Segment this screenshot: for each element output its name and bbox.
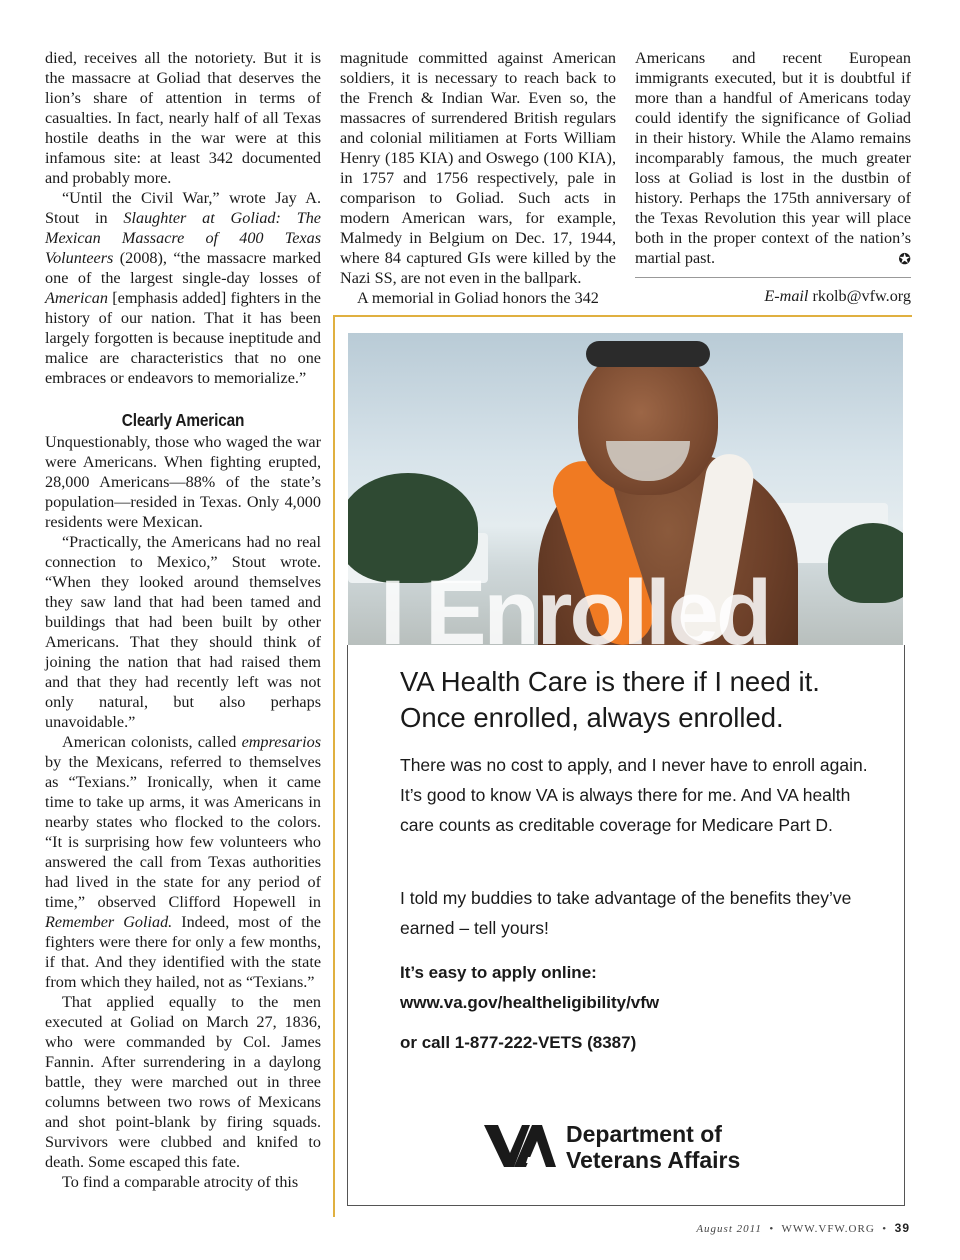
paragraph: A memorial in Goliad honors the 342 xyxy=(357,289,599,307)
ad-phone: or call 1-877-222-VETS (8387) xyxy=(400,1033,637,1052)
page-number: 39 xyxy=(894,1221,910,1235)
paragraph: Americans and recent European immigrants executed, but it is doubtful if more than a handful of Americans today could identify the significance of Goliad in their history. While the Alamo remains incomparably famous, the much greater loss at Goliad is lost in the dustbin of history. Perhaps the 175th anniversary of the Texas Revolution this year will place both in the proper context of the nation’s martial past. ✪ xyxy=(635,49,911,268)
ad-big-word: I Enrolled xyxy=(380,567,770,645)
va-org-name: Department of Veterans Affairs xyxy=(566,1121,741,1173)
ad-headline: VA Health Care is there if I need it. Once enrolled, always enrolled. xyxy=(400,666,820,733)
paragraph: Unquestionably, those who waged the war were Americans. When fighting erupted, 28,000 Americans—88% of the state’s population—resided in Texas. Only 4,000 residents were Mexican. xyxy=(45,433,321,531)
ad-body-paragraph: I told my buddies to take advantage of the benefits they’ve earned – tell yours! xyxy=(400,888,852,938)
book-title: Slaughter at Goliad: The Mexican Massacre of 400 Texas Volunteers xyxy=(45,209,321,267)
end-mark-icon: ✪ xyxy=(898,250,911,268)
ad-apply-link[interactable]: www.va.gov/healtheligibility/vfw xyxy=(400,993,660,1012)
article-column-1 xyxy=(45,48,321,1192)
email-link[interactable]: rkolb@vfw.org xyxy=(812,287,911,305)
paragraph: magnitude committed against American soldiers, it is necessary to reach back to the French & Indian War. Even so, the massacres of surrendered British regulars and colonial militiamen at Forts William Henry (185 KIA) and Oswego (100 KIA), in 1757 and 1756 respectively, pale in comparison to Goliad. Such acts in modern American wars, for example, Malmedy in Belgium on Dec. 17, 1944, where 84 captured GIs were killed by the Nazi SS, are not even in the ballpark. xyxy=(340,49,616,287)
paragraph: To find a comparable atrocity of this xyxy=(62,1173,299,1191)
paragraph-stout-quote: “Until the Civil War,” wrote Jay A. Stout in Slaughter at Goliad: The Mexican Massacre of 400 Texas Volunteers (2008), “the massacre marked one of the largest single-day losses of American [emphasis added] fighters in the history of our nation. That it has been largely forgotten is because ineptitude and malice are characteristics that no one embraces or endeavors to memorialize.” xyxy=(45,189,321,387)
paragraph: That applied equally to the men executed at Goliad on March 27, 1836, who were commanded by Col. James Fannin. After surrendering in a daylong battle, they were marched out in three columns between two rows of Mexicans and shot point-blank by firing squads. Survivors were clubbed and knifed to death. Some escaped this fate. xyxy=(45,993,321,1171)
paragraph-colonists: American colonists, called empresarios by the Mexicans, referred to themselves as “Texians.” Ironically, when it came time to take up arms, it was Americans in nearby states who flocked to the colors. “It is surprising how few volunteers who answered the call from Texas authorities had lived in the state for any period of time,” observed Clifford Hopewell in Remember Goliad. Indeed, most of the fighters were there for only a few months, if that. And they identified with the state from which they hailed, not as “Texians.” xyxy=(45,733,321,991)
va-logo-icon xyxy=(484,1119,556,1173)
book-title: Remember Goliad. xyxy=(45,913,173,931)
article-column-3 xyxy=(635,48,911,306)
article-column-2 xyxy=(340,48,616,308)
paragraph: “Practically, the Americans had no real connection to Mexico,” Stout wrote. “When they looked around themselves they saw land that had been tamed and buildings that had been built by other Americans. That they should think of joining the nation that had raised them and that they had recently left was not only natural, but also perhaps unavoidable.” xyxy=(45,533,321,731)
section-subhead: Clearly American xyxy=(121,410,245,430)
author-email: E-mail rkolb@vfw.org xyxy=(635,277,911,306)
page-footer: August 2011 • WWW.VFW.ORG • 39 xyxy=(696,1221,910,1235)
ad-body-paragraph: There was no cost to apply, and I never have to enroll again. It’s good to know VA is always there for me. And VA health care counts as creditable coverage for Medicare Part D. xyxy=(400,755,868,835)
ad-apply-online: It’s easy to apply online: www.va.gov/healtheligibility/vfw xyxy=(400,958,659,1018)
paragraph: died, receives all the notoriety. But it is the massacre at Goliad that deserves the lion’s share of attention in terms of casualties. In fact, nearly half of all Texas hostile deaths in the war were at this infamous site: at least 342 documented and probably more. xyxy=(45,49,321,187)
